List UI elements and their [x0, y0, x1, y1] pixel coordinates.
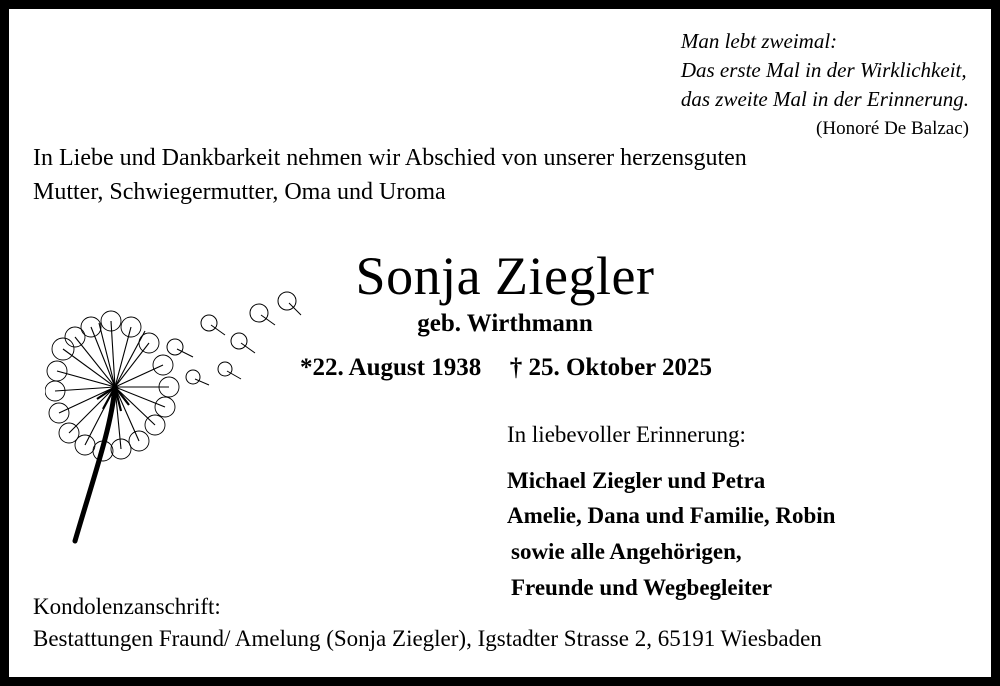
quotation-block [681, 27, 969, 142]
mourner-name-2: Amelie, Dana und Familie, Robin [507, 503, 836, 529]
intro-text [33, 141, 967, 209]
mourner-name-1: Michael Ziegler und Petra [507, 467, 766, 493]
quote-author: (Honoré De Balzac) [816, 117, 969, 139]
quote-line-2: Das erste Mal in der Wirklichkeit, [680, 57, 967, 82]
memory-line: In liebevoller Erinnerung: [507, 422, 746, 447]
intro-line-1: In Liebe und Dankbarkeit nehmen wir Abschied von unserer herzensguten [33, 145, 747, 171]
birth-date: *22. August 1938 [299, 354, 482, 382]
obituary-inner [9, 9, 991, 677]
intro-line-2: Mutter, Schwiegermutter, Oma und Uroma [33, 179, 446, 206]
condolence-block [33, 591, 822, 655]
condolence-label: Kondolenzanschrift: [33, 593, 221, 619]
dandelion-icon [45, 279, 335, 549]
condolence-address: Bestattungen Fraund/ Amelung (Sonja Ziegler), Igstadter Strasse 2, 65191 Wiesbaden [33, 625, 822, 651]
mourner-name-3: sowie alle Angehörigen, [511, 538, 742, 564]
quote-line-1: Man lebt zweimal: [680, 29, 838, 53]
mourner-name-4: Freunde und Wegbegleiter [511, 574, 773, 600]
deceased-name: Sonja Ziegler [355, 246, 655, 306]
deceased-maiden-name: geb. Wirthmann [417, 310, 593, 338]
mourners-block [507, 417, 947, 605]
death-date: † 25. Oktober 2025 [509, 354, 713, 382]
quote-line-3: das zweite Mal in der Erinnerung. [680, 86, 969, 111]
